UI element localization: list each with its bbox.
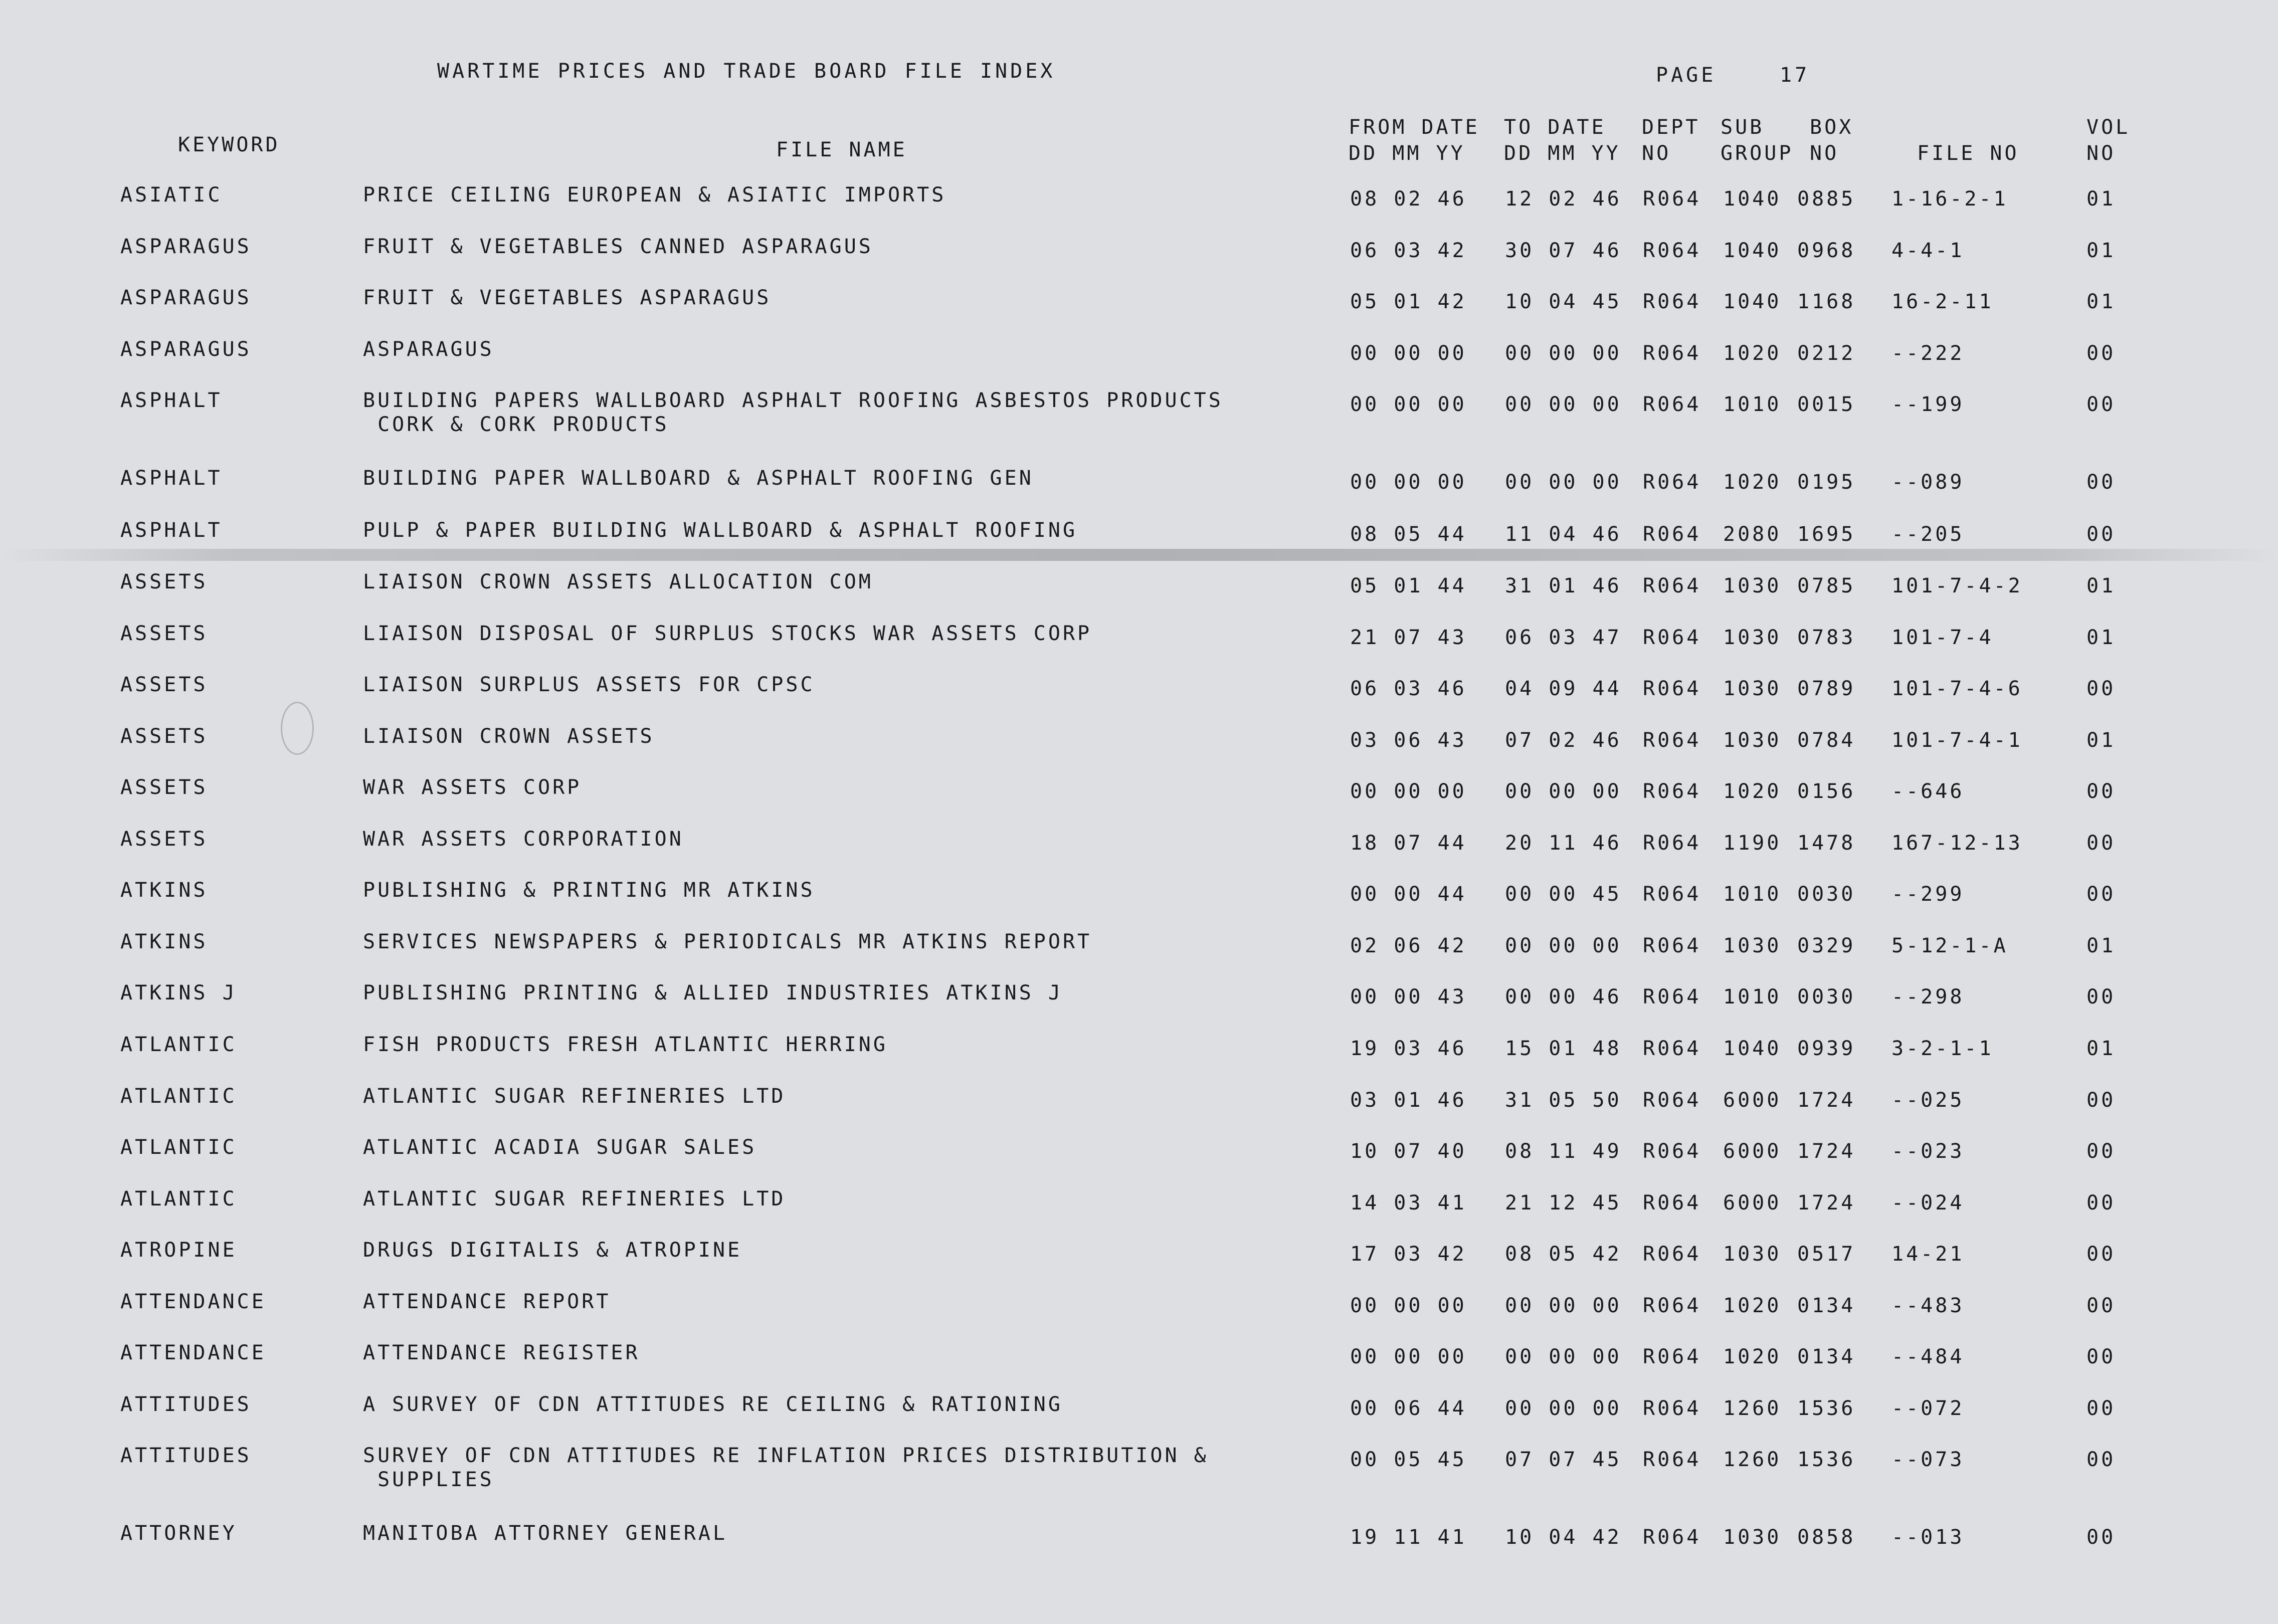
box-cell: 0785: [1797, 574, 1856, 597]
to-date-cell: 31 05 50: [1505, 1089, 1622, 1112]
sub-group-cell: 1020: [1723, 471, 1782, 494]
table-row: [0, 1238, 2278, 1288]
dept-cell: R064: [1643, 832, 1701, 855]
to-date-cell: 00 00 00: [1505, 1294, 1622, 1317]
sub-group-cell: 1010: [1723, 985, 1782, 1008]
table-row: [0, 622, 2278, 672]
file-no-cell: 167-12-13: [1891, 832, 2023, 855]
vol-cell: 01: [2086, 574, 2116, 597]
sub-group-cell: 6000: [1723, 1089, 1782, 1112]
table-row: [0, 388, 2278, 439]
file-no-cell: --073: [1891, 1448, 1965, 1471]
vol-cell: 00: [2086, 1345, 2116, 1368]
to-date-cell: 00 00 00: [1505, 780, 1622, 803]
table-row: [0, 878, 2278, 928]
vol-cell: 01: [2086, 626, 2116, 649]
sub-group-cell: 1010: [1723, 883, 1782, 906]
table-row: [0, 286, 2278, 336]
vol-cell: 00: [2086, 1526, 2116, 1549]
sub-group-cell: 1030: [1723, 934, 1782, 957]
file-no-cell: --072: [1891, 1397, 1965, 1420]
box-cell: 1724: [1797, 1191, 1856, 1214]
dept-cell: R064: [1643, 290, 1701, 313]
from-date-cell: 06 03 46: [1350, 677, 1467, 700]
file-no-cell: --222: [1891, 342, 1965, 365]
sub-group-cell: 1010: [1723, 393, 1782, 416]
file-no-cell: --298: [1891, 985, 1965, 1008]
table-row: [0, 1084, 2278, 1134]
keyword-cell: ATTORNEY: [120, 1522, 237, 1545]
vol-cell: 00: [2086, 883, 2116, 906]
sub-group-cell: 1020: [1723, 780, 1782, 803]
col-sub-header: SUB: [1721, 116, 1765, 139]
to-date-cell: 00 00 00: [1505, 393, 1622, 416]
table-row: [0, 775, 2278, 826]
dept-cell: R064: [1643, 1294, 1701, 1317]
sub-group-cell: 1030: [1723, 1526, 1782, 1549]
box-cell: 0784: [1797, 729, 1856, 752]
sub-group-cell: 1030: [1723, 626, 1782, 649]
keyword-cell: ASSETS: [120, 828, 208, 851]
col-file-name-header: FILE NAME: [776, 138, 907, 161]
from-date-cell: 00 00 00: [1350, 393, 1467, 416]
from-date-cell: 03 01 46: [1350, 1089, 1467, 1112]
table-row: [0, 1341, 2278, 1391]
file-no-cell: 14-21: [1891, 1243, 1965, 1266]
vol-cell: 00: [2086, 1089, 2116, 1112]
keyword-cell: ASSETS: [120, 725, 208, 748]
file-name-cell: ATTENDANCE REGISTER: [363, 1341, 640, 1364]
keyword-cell: ATTENDANCE: [120, 1290, 266, 1313]
box-cell: 0030: [1797, 985, 1856, 1008]
col-dept-header: DEPT: [1642, 116, 1700, 139]
col-vol-no: NO: [2086, 142, 2116, 165]
sub-group-cell: 1030: [1723, 677, 1782, 700]
file-name-cell: PRICE CEILING EUROPEAN & ASIATIC IMPORTS: [363, 183, 946, 207]
box-cell: 1168: [1797, 290, 1856, 313]
to-date-cell: 04 09 44: [1505, 677, 1622, 700]
vol-cell: 00: [2086, 1243, 2116, 1266]
vol-cell: 00: [2086, 1294, 2116, 1317]
sub-group-cell: 1020: [1723, 1345, 1782, 1368]
to-date-cell: 10 04 45: [1505, 290, 1622, 313]
to-date-cell: 20 11 46: [1505, 832, 1622, 855]
sub-group-cell: 1030: [1723, 574, 1782, 597]
page-title: WARTIME PRICES AND TRADE BOARD FILE INDEX: [437, 60, 1056, 83]
keyword-cell: ASPHALT: [120, 389, 223, 412]
dept-cell: R064: [1643, 471, 1701, 494]
table-row: [0, 673, 2278, 723]
from-date-cell: 08 02 46: [1350, 187, 1467, 211]
from-date-cell: 05 01 42: [1350, 290, 1467, 313]
from-date-cell: 06 03 42: [1350, 239, 1467, 262]
from-date-cell: 21 07 43: [1350, 626, 1467, 649]
keyword-cell: ASSETS: [120, 776, 208, 799]
box-cell: 1695: [1797, 523, 1856, 546]
box-cell: 1536: [1797, 1448, 1856, 1471]
from-date-cell: 18 07 44: [1350, 832, 1467, 855]
table-row: [0, 724, 2278, 774]
vol-cell: 01: [2086, 729, 2116, 752]
page-label: PAGE: [1656, 64, 1717, 87]
table-row: [0, 466, 2278, 516]
vol-cell: 00: [2086, 1397, 2116, 1420]
vol-cell: 01: [2086, 239, 2116, 262]
sub-group-cell: 1190: [1723, 832, 1782, 855]
to-date-cell: 00 00 46: [1505, 985, 1622, 1008]
box-cell: 0030: [1797, 883, 1856, 906]
file-name-cell: WAR ASSETS CORP: [363, 776, 582, 799]
from-date-cell: 00 00 00: [1350, 471, 1467, 494]
keyword-cell: ATKINS J: [120, 981, 237, 1004]
file-no-cell: --023: [1891, 1140, 1965, 1163]
to-date-cell: 00 00 00: [1505, 342, 1622, 365]
file-no-cell: 101-7-4: [1891, 626, 1994, 649]
sub-group-cell: 1040: [1723, 290, 1782, 313]
sub-group-cell: 2080: [1723, 523, 1782, 546]
col-sub-group: GROUP: [1721, 142, 1794, 165]
file-name-cell: SERVICES NEWSPAPERS & PERIODICALS MR ATKINS REPORT: [363, 930, 1092, 953]
box-cell: 0195: [1797, 471, 1856, 494]
file-name-cell: ATLANTIC ACADIA SUGAR SALES: [363, 1136, 757, 1159]
file-name-cell: FRUIT & VEGETABLES ASPARAGUS: [363, 286, 772, 309]
box-cell: 0134: [1797, 1294, 1856, 1317]
dept-cell: R064: [1643, 626, 1701, 649]
dept-cell: R064: [1643, 1243, 1701, 1266]
file-name-cell: BUILDING PAPERS WALLBOARD ASPHALT ROOFING ASBESTOS PRODUCTS CORK & CORK PRODUCTS: [363, 389, 1223, 436]
to-date-cell: 00 00 00: [1505, 934, 1622, 957]
from-date-cell: 00 00 00: [1350, 1345, 1467, 1368]
file-name-cell: LIAISON CROWN ASSETS ALLOCATION COM: [363, 570, 873, 593]
file-name-cell: PUBLISHING PRINTING & ALLIED INDUSTRIES ATKINS J: [363, 981, 1063, 1004]
keyword-cell: ATLANTIC: [120, 1033, 237, 1056]
file-name-cell: FRUIT & VEGETABLES CANNED ASPARAGUS: [363, 235, 873, 258]
box-cell: 0885: [1797, 187, 1856, 211]
table-row: [0, 1444, 2278, 1494]
from-date-cell: 08 05 44: [1350, 523, 1467, 546]
table-row: [0, 930, 2278, 980]
to-date-cell: 31 01 46: [1505, 574, 1622, 597]
from-date-cell: 19 11 41: [1350, 1526, 1467, 1549]
file-no-cell: 101-7-4-1: [1891, 729, 2023, 752]
from-date-cell: 00 00 44: [1350, 883, 1467, 906]
dept-cell: R064: [1643, 393, 1701, 416]
keyword-cell: ASSETS: [120, 570, 208, 593]
table-row: [0, 518, 2278, 568]
file-name-cell: WAR ASSETS CORPORATION: [363, 828, 684, 851]
to-date-cell: 00 00 45: [1505, 883, 1622, 906]
vol-cell: 00: [2086, 985, 2116, 1008]
sub-group-cell: 1030: [1723, 729, 1782, 752]
box-cell: 0968: [1797, 239, 1856, 262]
keyword-cell: ATTENDANCE: [120, 1341, 266, 1364]
dept-cell: R064: [1643, 187, 1701, 211]
to-date-cell: 12 02 46: [1505, 187, 1622, 211]
file-name-cell: ATTENDANCE REPORT: [363, 1290, 611, 1313]
from-date-cell: 05 01 44: [1350, 574, 1467, 597]
box-cell: 0858: [1797, 1526, 1856, 1549]
file-name-cell: LIAISON DISPOSAL OF SURPLUS STOCKS WAR ASSETS CORP: [363, 622, 1092, 645]
dept-cell: R064: [1643, 1448, 1701, 1471]
box-cell: 1724: [1797, 1140, 1856, 1163]
file-no-cell: --089: [1891, 471, 1965, 494]
vol-cell: 00: [2086, 1140, 2116, 1163]
vol-cell: 00: [2086, 342, 2116, 365]
sub-group-cell: 1040: [1723, 187, 1782, 211]
file-no-cell: --205: [1891, 523, 1965, 546]
to-date-cell: 00 00 00: [1505, 1397, 1622, 1420]
dept-cell: R064: [1643, 342, 1701, 365]
table-row: [0, 1135, 2278, 1185]
from-date-cell: 00 00 00: [1350, 1294, 1467, 1317]
to-date-cell: 07 07 45: [1505, 1448, 1622, 1471]
file-no-cell: --024: [1891, 1191, 1965, 1214]
col-to-date-header: TO DATE: [1504, 116, 1606, 139]
from-date-cell: 14 03 41: [1350, 1191, 1467, 1214]
box-cell: 0015: [1797, 393, 1856, 416]
table-row: [0, 1290, 2278, 1340]
file-name-cell: A SURVEY OF CDN ATTITUDES RE CEILING & RATIONING: [363, 1393, 1063, 1416]
file-no-cell: 5-12-1-A: [1891, 934, 2008, 957]
dept-cell: R064: [1643, 1140, 1701, 1163]
sub-group-cell: 6000: [1723, 1140, 1782, 1163]
dept-cell: R064: [1643, 934, 1701, 957]
keyword-cell: ASPARAGUS: [120, 235, 252, 258]
file-no-cell: 4-4-1: [1891, 239, 1965, 262]
dept-cell: R064: [1643, 523, 1701, 546]
sub-group-cell: 1030: [1723, 1243, 1782, 1266]
keyword-cell: ATLANTIC: [120, 1136, 237, 1159]
keyword-cell: ATROPINE: [120, 1239, 237, 1262]
file-no-cell: 101-7-4-6: [1891, 677, 2023, 700]
table-row: [0, 1521, 2278, 1571]
dept-cell: R064: [1643, 1089, 1701, 1112]
dept-cell: R064: [1643, 1526, 1701, 1549]
vol-cell: 00: [2086, 1448, 2116, 1471]
file-no-cell: 3-2-1-1: [1891, 1037, 1994, 1060]
from-date-cell: 00 00 43: [1350, 985, 1467, 1008]
to-date-cell: 00 00 00: [1505, 1345, 1622, 1368]
sub-group-cell: 1260: [1723, 1448, 1782, 1471]
file-name-cell: ASPARAGUS: [363, 338, 494, 361]
to-date-cell: 15 01 48: [1505, 1037, 1622, 1060]
col-dept-no: NO: [1642, 142, 1671, 165]
col-from-date-header: FROM DATE: [1349, 116, 1480, 139]
file-name-cell: ATLANTIC SUGAR REFINERIES LTD: [363, 1085, 786, 1108]
from-date-cell: 02 06 42: [1350, 934, 1467, 957]
table-row: [0, 235, 2278, 285]
box-cell: 0329: [1797, 934, 1856, 957]
to-date-cell: 30 07 46: [1505, 239, 1622, 262]
file-name-cell: MANITOBA ATTORNEY GENERAL: [363, 1522, 728, 1545]
box-cell: 1478: [1797, 832, 1856, 855]
col-box-no: NO: [1810, 142, 1839, 165]
box-cell: 0156: [1797, 780, 1856, 803]
file-name-cell: SURVEY OF CDN ATTITUDES RE INFLATION PRICES DISTRIBUTION & SUPPLIES: [363, 1444, 1209, 1491]
to-date-cell: 08 05 42: [1505, 1243, 1622, 1266]
keyword-cell: ASIATIC: [120, 183, 223, 207]
vol-cell: 00: [2086, 393, 2116, 416]
table-row: [0, 827, 2278, 877]
file-name-cell: ATLANTIC SUGAR REFINERIES LTD: [363, 1187, 786, 1210]
col-from-date-sub: DD MM YY: [1349, 142, 1465, 165]
box-cell: 1536: [1797, 1397, 1856, 1420]
keyword-cell: ASPARAGUS: [120, 338, 252, 361]
from-date-cell: 00 00 00: [1350, 342, 1467, 365]
box-cell: 0939: [1797, 1037, 1856, 1060]
box-cell: 0134: [1797, 1345, 1856, 1368]
file-name-cell: DRUGS DIGITALIS & ATROPINE: [363, 1239, 742, 1262]
vol-cell: 01: [2086, 187, 2116, 211]
sub-group-cell: 1040: [1723, 1037, 1782, 1060]
table-row: [0, 981, 2278, 1031]
sub-group-cell: 1260: [1723, 1397, 1782, 1420]
vol-cell: 01: [2086, 1037, 2116, 1060]
to-date-cell: 21 12 45: [1505, 1191, 1622, 1214]
sub-group-cell: 6000: [1723, 1191, 1782, 1214]
keyword-cell: ATLANTIC: [120, 1187, 237, 1210]
dept-cell: R064: [1643, 1037, 1701, 1060]
dept-cell: R064: [1643, 677, 1701, 700]
file-no-cell: 16-2-11: [1891, 290, 1994, 313]
file-no-cell: --025: [1891, 1089, 1965, 1112]
from-date-cell: 00 06 44: [1350, 1397, 1467, 1420]
vol-cell: 00: [2086, 832, 2116, 855]
file-no-cell: --484: [1891, 1345, 1965, 1368]
file-no-cell: 101-7-4-2: [1891, 574, 2023, 597]
to-date-cell: 10 04 42: [1505, 1526, 1622, 1549]
to-date-cell: 07 02 46: [1505, 729, 1622, 752]
file-no-cell: --199: [1891, 393, 1965, 416]
keyword-cell: ASPARAGUS: [120, 286, 252, 309]
file-name-cell: FISH PRODUCTS FRESH ATLANTIC HERRING: [363, 1033, 888, 1056]
keyword-cell: ATLANTIC: [120, 1085, 237, 1108]
table-row: [0, 1033, 2278, 1083]
file-no-cell: --299: [1891, 883, 1965, 906]
to-date-cell: 08 11 49: [1505, 1140, 1622, 1163]
keyword-cell: ASPHALT: [120, 467, 223, 490]
col-box-header: BOX: [1810, 116, 1854, 139]
vol-cell: 01: [2086, 290, 2116, 313]
file-name-cell: PULP & PAPER BUILDING WALLBOARD & ASPHALT ROOFING: [363, 519, 1078, 542]
keyword-cell: ATTITUDES: [120, 1444, 252, 1467]
keyword-cell: ATTITUDES: [120, 1393, 252, 1416]
dept-cell: R064: [1643, 1397, 1701, 1420]
dept-cell: R064: [1643, 1191, 1701, 1214]
col-vol-header: VOL: [2086, 116, 2131, 139]
box-cell: 0783: [1797, 626, 1856, 649]
box-cell: 0789: [1797, 677, 1856, 700]
col-to-date-sub: DD MM YY: [1504, 142, 1621, 165]
col-file-no-header: FILE NO: [1917, 142, 2019, 165]
to-date-cell: 11 04 46: [1505, 523, 1622, 546]
keyword-cell: ATKINS: [120, 930, 208, 953]
col-keyword-header: KEYWORD: [178, 133, 280, 156]
dept-cell: R064: [1643, 729, 1701, 752]
vol-cell: 01: [2086, 934, 2116, 957]
sub-group-cell: 1020: [1723, 342, 1782, 365]
dept-cell: R064: [1643, 985, 1701, 1008]
vol-cell: 00: [2086, 780, 2116, 803]
sub-group-cell: 1020: [1723, 1294, 1782, 1317]
table-row: [0, 183, 2278, 233]
from-date-cell: 10 07 40: [1350, 1140, 1467, 1163]
table-row: [0, 337, 2278, 387]
keyword-cell: ASPHALT: [120, 519, 223, 542]
dept-cell: R064: [1643, 780, 1701, 803]
vol-cell: 00: [2086, 523, 2116, 546]
file-name-cell: LIAISON CROWN ASSETS: [363, 725, 655, 748]
to-date-cell: 00 00 00: [1505, 471, 1622, 494]
file-no-cell: 1-16-2-1: [1891, 187, 2008, 211]
keyword-cell: ATKINS: [120, 879, 208, 902]
table-row: [0, 1187, 2278, 1237]
vol-cell: 00: [2086, 471, 2116, 494]
file-no-cell: --483: [1891, 1294, 1965, 1317]
file-no-cell: --646: [1891, 780, 1965, 803]
vol-cell: 00: [2086, 677, 2116, 700]
from-date-cell: 03 06 43: [1350, 729, 1467, 752]
box-cell: 0212: [1797, 342, 1856, 365]
box-cell: 1724: [1797, 1089, 1856, 1112]
table-row: [0, 570, 2278, 620]
from-date-cell: 17 03 42: [1350, 1243, 1467, 1266]
keyword-cell: ASSETS: [120, 673, 208, 696]
from-date-cell: 00 00 00: [1350, 780, 1467, 803]
dept-cell: R064: [1643, 574, 1701, 597]
page-number: 17: [1780, 64, 1810, 87]
dept-cell: R064: [1643, 239, 1701, 262]
to-date-cell: 06 03 47: [1505, 626, 1622, 649]
dept-cell: R064: [1643, 883, 1701, 906]
sub-group-cell: 1040: [1723, 239, 1782, 262]
from-date-cell: 19 03 46: [1350, 1037, 1467, 1060]
file-name-cell: PUBLISHING & PRINTING MR ATKINS: [363, 879, 815, 902]
keyword-cell: ASSETS: [120, 622, 208, 645]
file-name-cell: BUILDING PAPER WALLBOARD & ASPHALT ROOFING GEN: [363, 467, 1034, 490]
dept-cell: R064: [1643, 1345, 1701, 1368]
file-name-cell: LIAISON SURPLUS ASSETS FOR CPSC: [363, 673, 815, 696]
table-row: [0, 1392, 2278, 1443]
file-no-cell: --013: [1891, 1526, 1965, 1549]
from-date-cell: 00 05 45: [1350, 1448, 1467, 1471]
box-cell: 0517: [1797, 1243, 1856, 1266]
vol-cell: 00: [2086, 1191, 2116, 1214]
